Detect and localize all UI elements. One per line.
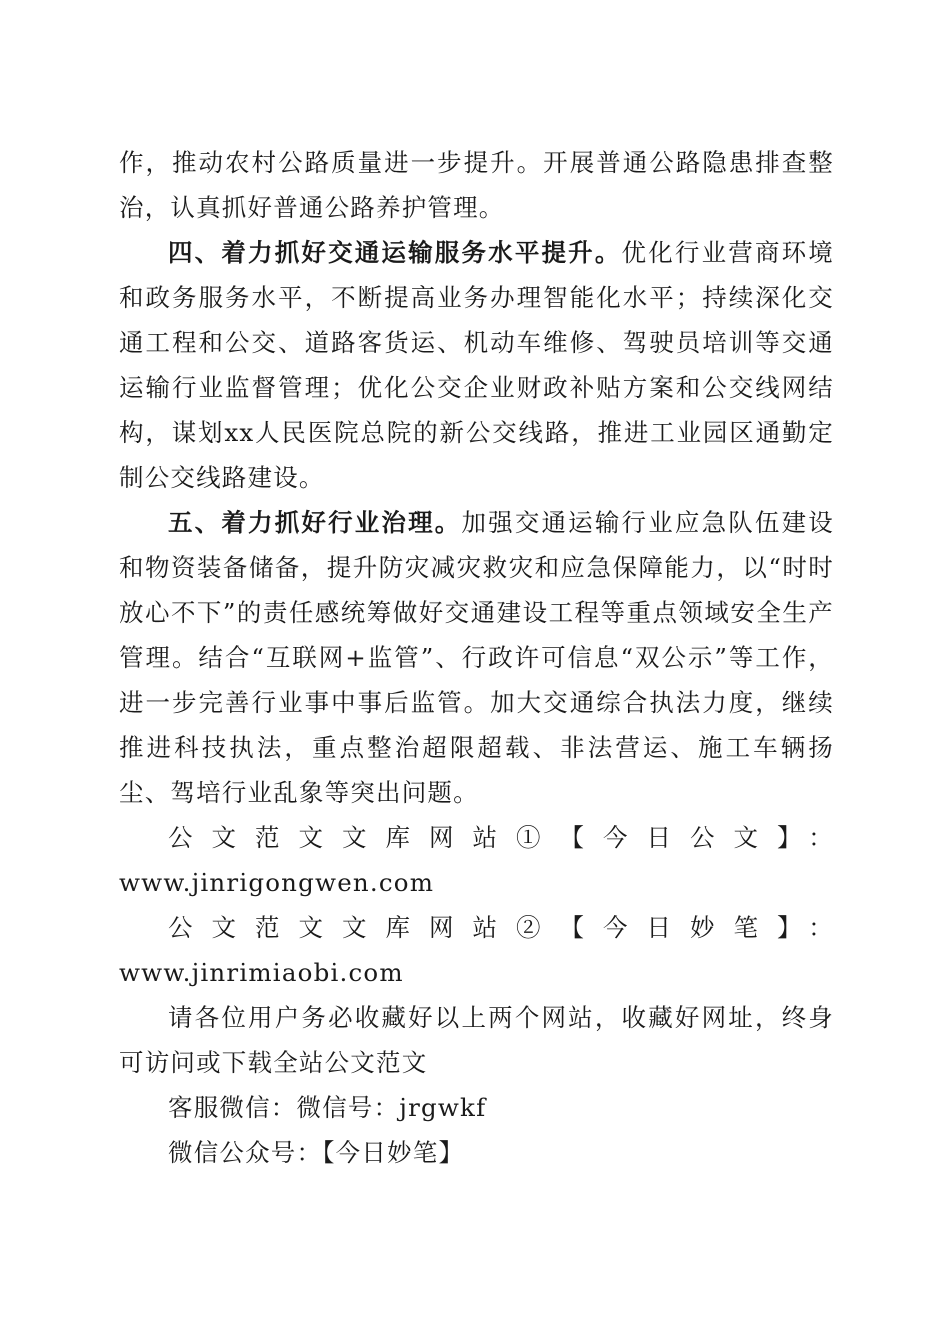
paragraph-text: 作，推动农村公路质量进一步提升。开展普通公路隐患排查整治，认真抓好普通公路养护管理。 xyxy=(119,148,834,222)
paragraph-service-level xyxy=(119,230,834,500)
section-heading-four: 四、着力抓好交通运输服务水平提升。 xyxy=(168,238,622,267)
footer-wechat-official xyxy=(119,1130,834,1175)
wechat-service-text: 客服微信：微信号：jrgwkf xyxy=(168,1093,487,1122)
paragraph-rural-roads xyxy=(119,140,834,230)
site2-link-text[interactable]: 公文范文文库网站②【今日妙笔】：www.jinrimiaobi.com xyxy=(119,913,834,987)
wechat-official-text: 微信公众号：【今日妙笔】 xyxy=(168,1138,465,1167)
footer-site1-label xyxy=(119,815,834,860)
footer-site1-url[interactable] xyxy=(119,860,834,905)
site1-url-link[interactable]: www.jinrigongwen.com xyxy=(119,868,435,897)
section-heading-five: 五、着力抓好行业治理。 xyxy=(168,508,462,537)
notice-text: 请各位用户务必收藏好以上两个网站，收藏好网址，终身可访问或下载全站公文范文 xyxy=(119,1003,834,1077)
paragraph-text: 加强交通运输行业应急队伍建设和物资装备储备，提升防灾减灾救灾和应急保障能力，以“时时放心不下”的责任感统筹做好交通建设工程等重点领域安全生产管理。结合“互联网+监管”、行政许可信息“双公示”等工作，进一步完善行业事中事后监管。加大交通综合执法力度，继续推进科技执法，重点整治超限超载、非法营运、施工车辆扬尘、驾培行业乱象等突出问题。 xyxy=(119,508,834,807)
footer-site2-line[interactable] xyxy=(119,905,834,995)
footer-wechat-service xyxy=(119,1085,834,1130)
footer-notice xyxy=(119,995,834,1085)
paragraph-industry-governance xyxy=(119,500,834,815)
site1-label-text: 公文范文文库网站①【今日公文】： xyxy=(168,823,834,852)
document-body xyxy=(119,140,834,1175)
paragraph-text: 优化行业营商环境和政务服务水平，不断提高业务办理智能化水平；持续深化交通工程和公交、道路客货运、机动车维修、驾驶员培训等交通运输行业监督管理；优化公交企业财政补贴方案和公交线网结构，谋划xx人民医院总院的新公交线路，推进工业园区通勤定制公交线路建设。 xyxy=(119,238,834,492)
